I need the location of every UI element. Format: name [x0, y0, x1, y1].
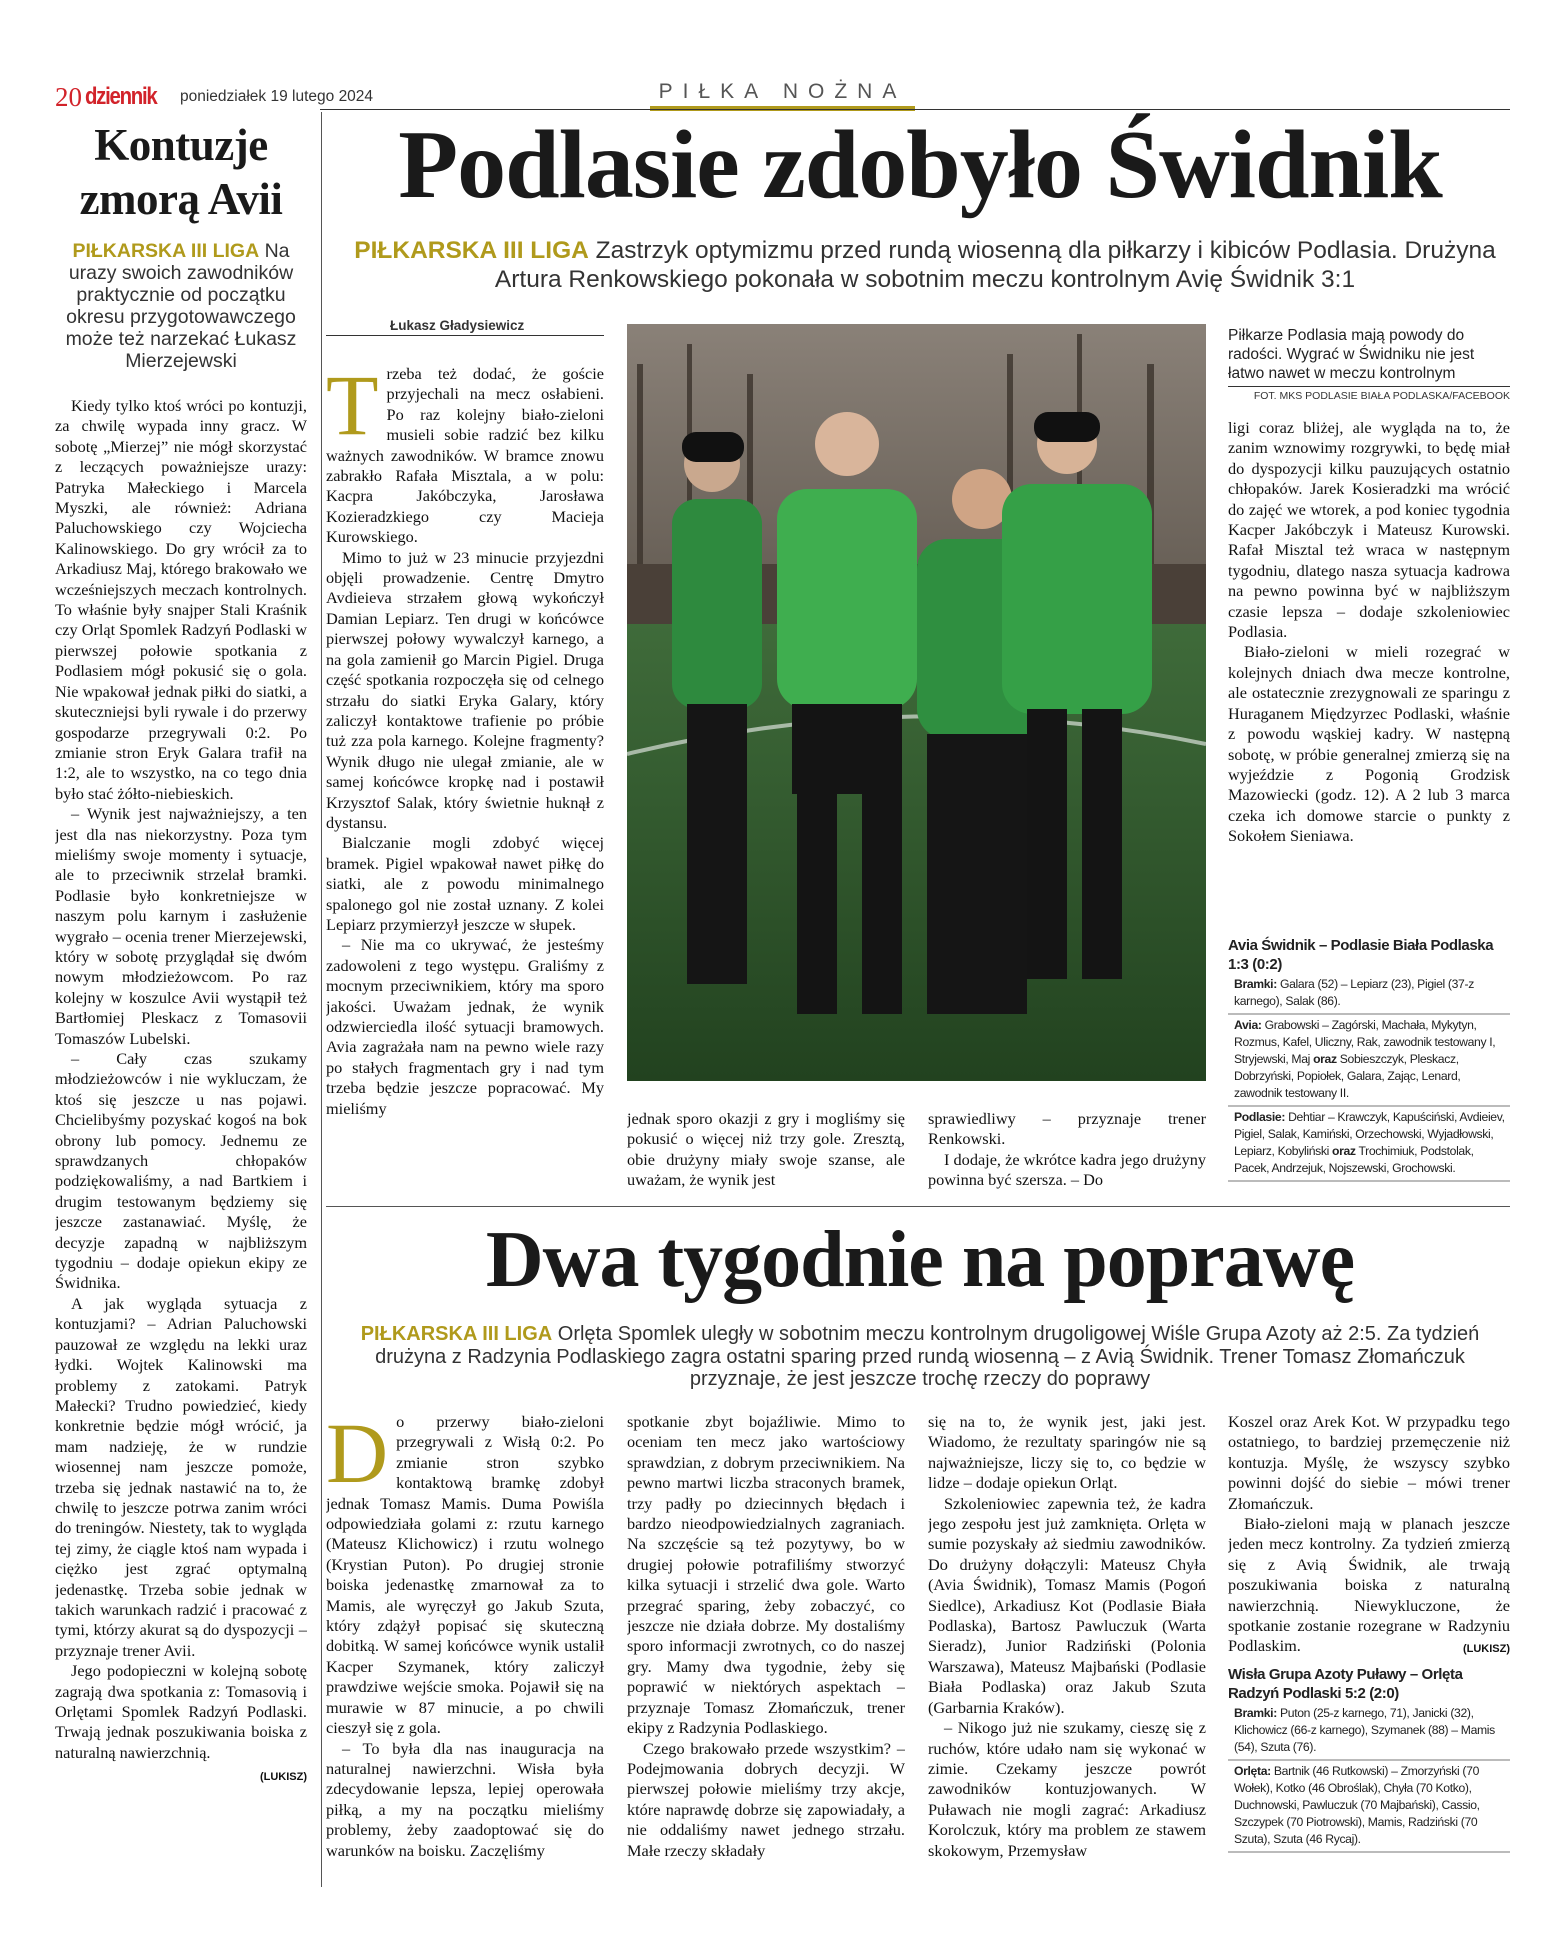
paragraph: – Cały czas szukamy młodzieżowców i nie wykluczam, że ktoś się jeszcze u nas pojawi. Chcielibyśmy pozyskać kogoś na bok obrony lub pomocy. Jednemu ze sprawdzanych chłopaków podziękowaliśmy, a nad Bartkiem i drugim testowanym będziemy się jeszcze zastanawiać. Myślę, że decyzje zapadną w najbliższym tygodniu – dodaje opiekun ekipy ze Świdnika.: [55, 1049, 307, 1293]
lineup-oraz: oraz: [1332, 1144, 1356, 1158]
goals-label: Bramki:: [1234, 1706, 1277, 1720]
side-lead: [55, 240, 307, 372]
article2-col1: [326, 1412, 604, 1872]
article2-col3: [928, 1412, 1206, 1872]
paragraph: rzeba też dodać, że goście przyjechali na mecz osłabieni. Po raz kolejny biało-zieloni musieli sobie radzić bez kilku ważnych zawodników. W bramce znowu zabrakło Rafała Misztala, a w polu: Kacpra Jakóbczyka, Jarosława Kozieradzkiego czy Macieja Kurowskiego.: [326, 364, 604, 547]
goals-label: Bramki:: [1234, 977, 1277, 991]
paragraph: – To była dla nas inauguracja na naturalnej nawierzchni. Wisła była zdecydowanie lepsza, lepiej operowała piłką, a my na początku mieliśmy problemy, żeby zaadoptować się do warunków na boisku. Zaczęliśmy: [326, 1738, 604, 1860]
match-result-box: [1228, 936, 1510, 1182]
paragraph: Bialczanie mogli zdobyć więcej bramek. Pigiel wpakował nawet piłkę do siatki, ale z powodu minimalnego spalonego gol nie został uznany. Z kolei Lepiarz przymierzył jeszcze w słupek.: [326, 833, 604, 934]
paragraph: Mimo to już w 23 minucie przyjezdni objęli prowadzenie. Centrę Dmytro Avdieieva strzałem głową wykończył Damian Lepiarz. Ten drugi w końcówce pierwszej połowy wywalczył karnego, a na gola zamienił go Marcin Pigiel. Druga część spotkania rozpoczęła się od celnego strzału do siatki Eryka Galary, który zaliczył kontaktowe trafienie po próbie tuż zza pola karnego. Kolejne fragmenty? Wynik długo nie ulegał zmianie, ale w samej końcówce kropkę nad i postawił Krzysztof Salak, który świetnie huknął z dystansu.: [326, 547, 604, 832]
paragraph: spotkanie zbyt bojaźliwie. Mimo to oceniam ten mecz jako wartościowy sprawdzian, z dobrym przeciwnikiem. Na pewno martwi liczba straconych bramek, trzy padły po dziecinnych błędach i bardzo nieodpowiedzialnych zagraniach. Na szczęście są też pozytywy, bo w drugiej połowie potrafiliśmy stworzyć kilka sytuacji i strzelić dwa gole. Warto przegrać sparing, żeby zobaczyć, co jeszcze nie działa dobrze. My dostaliśmy sporo informacji zwrotnych, co do naszej gry. Mamy dwa tygodnie, żeby się poprawić w niektórych aspektach – przyznaje Tomasz Złomańczuk, trener ekipy z Radzynia Podlaskiego.: [627, 1412, 905, 1738]
section-label: PIŁKA NOŻNA: [658, 80, 907, 103]
side-signature: (LUKISZ): [259, 1771, 307, 1784]
photo-caption: Piłkarze Podlasia mają powody do radości. Wygrać w Świdniku nie jest łatwo nawet w meczu kontrolnym: [1228, 327, 1475, 382]
lineup-subs: Trochimiuk, Podstolak, Pacek, Andrzejuk, Nojszewski, Grochowski.: [1234, 1144, 1474, 1175]
article2-kicker: PIŁKARSKA III LIGA: [360, 1323, 553, 1345]
goals-row: [1228, 974, 1510, 1015]
logo: dziennik: [85, 83, 157, 110]
article1-col1: [326, 364, 604, 1190]
author-byline: Łukasz Gładysiewicz: [326, 318, 604, 336]
paragraph: – Nikogo już nie szukamy, cieszę się z ruchów, które udało nam się wykonać w zimie. Czekamy jeszcze powrót zawodników kontuzjowanych. W Puławach nie mogli zagrać: Arkadiusz Korolczuk, który ma problem ze stawem skokowym, Przemysław: [928, 1718, 1206, 1860]
article2-lead-text: Orlęta Spomlek uległy w sobotnim meczu kontrolnym drugoligowej Wiśle Grupa Azoty aż 2:5. Za tydzień drużyna z Radzynia Podlaskiego zagra ostatni sparing przed rundą wiosenną – z Avią Świdnik. Trener Tomasz Złomańczuk przyznaje, że jest jeszcze trochę rzeczy do poprawy: [375, 1323, 1480, 1390]
article2-headline: Dwa tygodnie na poprawę: [485, 1216, 1355, 1304]
article1-col3: [928, 1109, 1206, 1191]
column-divider: [321, 112, 322, 1887]
goals-text: Galara (52) – Lepiarz (23), Pigiel (37-z karnego), Salak (86).: [1234, 977, 1474, 1008]
lineup-avia: [1228, 1015, 1510, 1107]
paragraph: A jak wygląda sytuacja z kontuzjami? – Adrian Paluchowski pauzował ze względu na lekki uraz łydki. Wojtek Kalinowski ma problemy z zatokami. Patryk Małecki? Trudno powiedzieć, kiedy konkretnie będzie mógł wrócić, ja mam nadzieję, że w rundzie wiosennej nam jeszcze pomoże, trzeba się jednak nastawić na to, że chwilę to jeszcze potrwa zanim wróci do treningów. Niestety, tak to wygląda tej zimy, że ciągle ktoś nam wypada i ciężko jest zgrać optymalną jedenastkę. Trzeba sobie jednak w takich warunkach radzić i pracować z tymi, którzy akurat są do dyspozycji – przyznaje trener Avii.: [55, 1293, 307, 1660]
lineup-label: Orlęta:: [1234, 1764, 1271, 1778]
article2-col4: [1228, 1412, 1510, 1662]
article1-headline: Podlasie zdobyło Świdnik: [398, 111, 1442, 219]
paragraph: się na to, że wynik jest, jaki jest. Wiadomo, że rezultaty sparingów nie są najważniejsze, liczy się to, co będzie w lidze – dodaje opiekun Orląt.: [928, 1412, 1206, 1493]
drop-cap: T: [326, 364, 379, 453]
side-headline-line1: Kontuzje: [94, 120, 268, 170]
paragraph: ligi coraz bliżej, ale wygląda na to, że zanim wznowimy rozgrywki, to będę miał do dyspozycji kilku pauzujących ostatnio chłopaków. Jarek Kosieradzki ma wrócić do zajęć we wtorek, a pod koniec tygodnia Kacper Jakóbczyk i Mateusz Kurowski. Rafał Misztal też wraca w następnym tygodniu, dlatego nasza sytuacja kadrowa na pewno powinna być w najbliższym czasie lepsza – dodaje szkoleniowiec Podlasia.: [1228, 418, 1510, 642]
paragraph: Szkoleniowiec zapewnia też, że kadra jego zespołu jest już zamknięta. Orlęta w sumie pozyskały aż siedmiu zawodników. Do drużyny dołączyli: Mateusz Chyła (Avia Świdnik), Tomasz Mamis (Pogoń Siedlce), Arkadiusz Kot (Podlasie Biała Podlaska), Bartosz Pawluczuk (Warta Sieradz), Junior Radziński (Polonia Warszawa), Mateusz Majbański (Podlasie Biała Podlaska) oraz Jakub Szuta (Garbarnia Kraków).: [928, 1493, 1206, 1717]
paragraph: Jego podopieczni w kolejną sobotę zagrają dwa spotkania z: Tomasovią i Orlętami Spomlek Radzyń Podlaski. Trwają jednak poszukiwania boiska z naturalną nawierzchnią.: [55, 1661, 307, 1762]
article1-lead-text: Zastrzyk optymizmu przed rundą wiosenną dla piłkarzy i kibiców Podlasia. Drużyna Artura Renkowskiego pokonała w sobotnim meczu kontrolnym Avię Świdnik 3:1: [494, 237, 1496, 293]
paragraph: Biało-zieloni mają w planach jeszcze jeden mecz kontrolny. Za tydzień zmierzą się z Avią Świdnik, ale trwają poszukiwania boiska z naturalną nawierzchnią. Niewykluczone, że spotkanie zostanie rozegrane w Radzyniu Podlaskim.: [1228, 1514, 1510, 1656]
article1-kicker: PIŁKARSKA III LIGA: [354, 237, 589, 264]
photo-credit: FOT. MKS PODLASIE BIAŁA PODLASKA/FACEBOOK: [1228, 386, 1510, 402]
page-number: 20: [55, 82, 82, 112]
players-photo-illustration: [627, 324, 1206, 1081]
match-result-box-2: [1228, 1665, 1510, 1853]
side-body: [55, 396, 307, 1844]
paragraph: jednak sporo okazji z gry i mogliśmy się pokusić o więcej niż trzy gole. Zresztą, obie drużyny miały swoje szanse, ale uważam, że wynik jest: [627, 1109, 905, 1190]
lineup-podlasie: [1228, 1107, 1510, 1182]
lineup-subs: Sobieszczyk, Pleskacz, Dobrzyński, Popiołek, Galara, Zając, Lenard, zawodnik testowany II.: [1234, 1052, 1461, 1100]
paragraph: sprawiedliwy – przyznaje trener Renkowski.: [928, 1109, 1206, 1149]
paragraph: Koszel oraz Arek Kot. W przypadku tego ostatniego, to bardziej przemęczenie niż kontuzja. Myślę, że wszyscy szybko powinni dojść do siebie – mówi trener Złomańczuk.: [1228, 1412, 1510, 1513]
paragraph: – Wynik jest najważniejszy, a ten jest dla nas niekorzystny. Poza tym mieliśmy swoje momenty i sytuacje, ale to przeciwnik strzelał bramki. Podlasie było konkretniejsze w naszym polu karnym i zasłużenie wygrało – ocenia trener Mierzejewski, który w sobotę przyglądał się dwóm nowym młodzieżowcom. Po raz kolejny w koszulce Avii wystąpił też Bartłomiej Pleskacz z Tomasovii Tomaszów Lubelski.: [55, 804, 307, 1048]
article2-signature: (LUKISZ): [1462, 1642, 1510, 1655]
match-result-title: Wisła Grupa Azoty Puławy – Orlęta Radzyń Podlaski 5:2 (2:0): [1228, 1666, 1463, 1702]
side-kicker: PIŁKARSKA III LIGA: [72, 240, 260, 262]
masthead: [55, 80, 1510, 112]
lineup-label: Avia:: [1234, 1018, 1262, 1032]
article1-col2: [627, 1109, 905, 1191]
goals-row: [1228, 1703, 1510, 1761]
paragraph: Czego brakowało przede wszystkim? – Podejmowania dobrych decyzji. W pierwszej połowie mieliśmy trzy akcje, które naprawdę dobrze się zapowiadały, a nie oddaliśmy nawet jednego strzału. Małe rzeczy składały: [627, 1738, 905, 1860]
paragraph: o przerwy biało-zieloni przegrywali z Wisłą 0:2. Po zmianie stron szybko kontaktową bramkę zdobył jednak Tomasz Mamis. Duma Powiśla odpowiedziała golami z: rzutu karnego (Mateusz Klichowicz) i rzutu wolnego (Krystian Puton). Po drugiej stronie boiska jedenastkę zmarnował za to Mamis, ale wyręczył go Jakub Szuta, który zdążył popisać się skuteczną dobitką. W samej końcówce wynik ustalił Kacper Szymanek, który zaliczył prawdziwe wejście smoka. Pojawił się na murawie w 87 minucie, a po chwili cieszył się z gola.: [326, 1412, 604, 1738]
photo-caption-block: [1228, 326, 1510, 402]
lineup-oraz: oraz: [1313, 1052, 1337, 1066]
side-headline: [55, 118, 307, 226]
paragraph: Kiedy tylko ktoś wróci po kontuzji, za chwilę wypada inny gracz. W sobotę „Mierzej” nie mógł skorzystać z leczących poważniejsze urazy: Patryka Małeckiego i Marcela Myszki, ale również: Adriana Paluchowskiego czy Wojciecha Kalinowskiego. Do gry wrócił za to Arkadiusz Maj, którego brakowało we wcześniejszych meczach kontrolnych. To właśnie były snajper Stali Kraśnik czy Orląt Spomlek Radzyń Podlaski w pierwszej połowie spotkania z Podlasiem mógł pokusić się o gola. Nie wpakował jednak piłki do siatki, a skuteczniejsi byli rywale i do przerwy gospodarze przegrywali 0:2. Po zmianie stron Eryk Galara trafił na 1:2, ale to wszystko, na co tego dnia było stać żółto-niebieskich.: [55, 396, 307, 803]
article1-col4: [1228, 418, 1510, 930]
lineup-orleta: [1228, 1761, 1510, 1853]
match-result-title: Avia Świdnik – Podlasie Biała Podlaska 1:3 (0:2): [1228, 937, 1494, 973]
paragraph: Biało-zieloni w mieli rozegrać w kolejnych dniach dwa mecze kontrolne, ale ostatecznie zrezygnowali ze sparingu z Huraganem Międzyrzec Podlaski, właśnie z powodu wąskiej kadry. W następną sobotę, w próbie generalnej zmierzą się na wyjeździe z Pogonią Grodzisk Mazowiecki (godz. 12). A 2 lub 3 marca czeka ich domowe starcie o punkty z Sokołem Sieniawa.: [1228, 642, 1510, 846]
article2-lead: [335, 1323, 1505, 1391]
lineup-label: Podlasie:: [1234, 1110, 1286, 1124]
side-lead-text: Na urazy swoich zawodników praktycznie od początku okresu przygotowawczego może też narzekać Łukasz Mierzejewski: [65, 240, 297, 372]
lineup-text: Dehtiar – Krawczyk, Kapuściński, Avdieiev, Pigiel, Salak, Kamiński, Orzechowski, Wyjadłowski, Lepiarz, Kobyliński: [1234, 1110, 1505, 1158]
article1-lead: [340, 236, 1510, 294]
side-headline-line2: zmorą Avii: [79, 174, 283, 224]
side-article: [55, 118, 307, 1844]
drop-cap: D: [326, 1412, 389, 1501]
goals-text: Puton (25-z karnego, 71), Janicki (32), Klichowicz (66-z karnego), Szymanek (88) – Mamis (54), Szuta (76).: [1234, 1706, 1495, 1754]
paragraph: I dodaje, że wkrótce kadra jego drużyny powinna być szersza. – Do: [928, 1149, 1206, 1190]
team-photo: [627, 324, 1206, 1081]
lineup-text: Grabowski – Zagórski, Machała, Mykytyn, Rozmus, Kafel, Uliczny, Rak, zawodnik testowany I, Stryjewski, Maj: [1234, 1018, 1496, 1066]
paragraph: – Nie ma co ukrywać, że jesteśmy zadowoleni z tego występu. Graliśmy z mocnym przeciwnikiem, który ma sporo jakości. Uważam jednak, że wynik odzwierciedla ilość sytuacji bramowych. Avia zagrażała nam na pewno wiele razy po stałych fragmentach gry i nad tym trzeba będzie jeszcze popracować. My mieliśmy: [326, 935, 604, 1118]
article2-col2: [627, 1412, 905, 1872]
lineup-text: Bartnik (46 Rutkowski) – Zmorzyński (70 Wołek), Kotko (46 Obroślak), Chyła (70 Kotko), Duchnowski, Pawluczuk (70 Majbański), Cassio, Szczypek (70 Piotrowski), Mamis, Radziński (70 Szuta), Szuta (46 Rycaj).: [1234, 1764, 1480, 1846]
issue-date: poniedziałek 19 lutego 2024: [180, 88, 374, 105]
article-divider: [326, 1206, 1510, 1207]
